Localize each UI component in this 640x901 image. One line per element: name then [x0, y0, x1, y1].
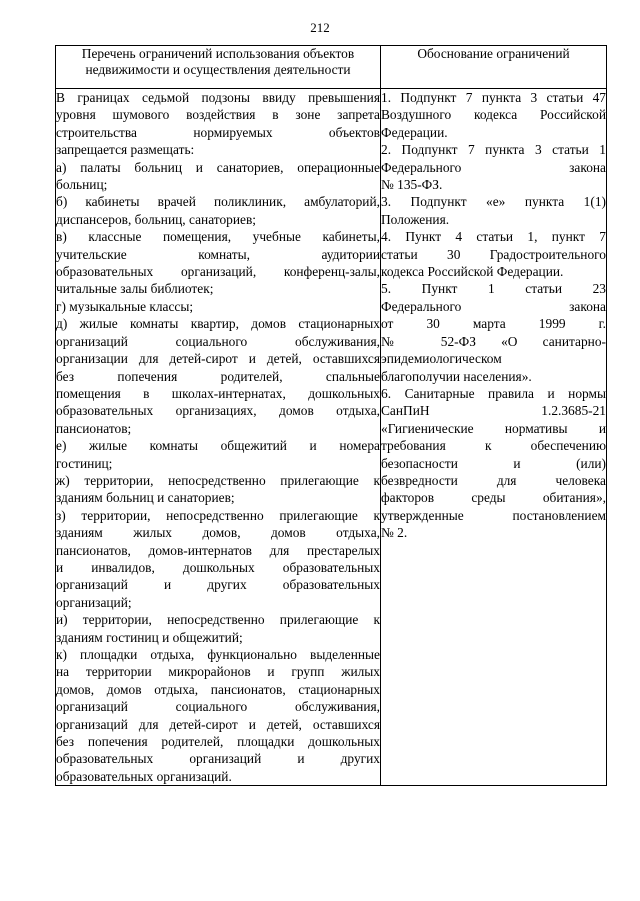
basis-text-line: 3. Подпункт «е» пункта 1(1) — [381, 194, 606, 210]
restriction-text-line: е) жилые комнаты общежитий и номера — [56, 438, 380, 454]
basis-text-line: № 52-ФЗ «О санитарно- — [381, 333, 606, 349]
restriction-text-line: без попечения родителей, спальные — [56, 368, 380, 384]
basis-text-line: безопасности и (или) — [381, 455, 606, 471]
restriction-text-line: организаций социального обслуживания, — [56, 699, 380, 715]
basis-text-line: 4. Пункт 4 статьи 1, пункт 7 — [381, 229, 606, 245]
restriction-text-line: пансионатов, домов-интернатов для престарелых — [56, 542, 380, 558]
basis-text-line: благополучии населения». — [381, 368, 532, 384]
restriction-text-line: организаций; — [56, 594, 132, 610]
basis-text-line: «Гигиенические нормативы и — [381, 420, 606, 436]
restriction-text-line: больниц; — [56, 177, 108, 193]
restriction-text-line: строительства нормируемых объектов — [56, 124, 380, 140]
restrictions-cell — [56, 89, 381, 786]
restriction-text-line: зданиям жилых домов, домов отдыха, — [56, 525, 380, 541]
restriction-text-line: з) территории, непосредственно прилегающие к — [56, 507, 380, 523]
basis-text-line: Положения. — [381, 211, 450, 227]
restriction-text-line: образовательных организаций, конференц-залы, — [56, 264, 380, 280]
restriction-text-line: организаций социального обслуживания, — [56, 333, 380, 349]
basis-text-line: 2. Подпункт 7 пункта 3 статьи 1 — [381, 142, 606, 158]
basis-text-line: Федерального закона — [381, 298, 606, 314]
table-header-row — [56, 46, 607, 89]
restriction-text-line: б) кабинеты врачей поликлиник, амбулаторий, — [56, 194, 380, 210]
table-row — [56, 89, 607, 786]
basis-text-line: безвредности для человека — [381, 472, 606, 488]
basis-text-line: факторов среды обитания», — [381, 490, 606, 506]
header-left-line: Перечень ограничений использования объектов — [81, 46, 355, 61]
restriction-text-line: г) музыкальные классы; — [56, 298, 194, 314]
basis-text-line: статьи 30 Градостроительного — [381, 246, 606, 262]
restriction-text-line: В границах седьмой подзоны ввиду превышения — [56, 90, 380, 105]
restriction-text-line: и инвалидов, дошкольных образовательных — [56, 559, 380, 575]
restriction-text-line: ж) территории, непосредственно прилегающие к — [56, 472, 380, 488]
restriction-text-line: помещения в школах-интернатах, дошкольных — [56, 385, 380, 401]
basis-text-line: № 135-ФЗ. — [381, 177, 443, 193]
restriction-text-line: пансионатов; — [56, 420, 132, 436]
basis-text-line: кодекса Российской Федерации. — [381, 264, 564, 280]
restriction-text-line: организаций и других образовательных — [56, 577, 380, 593]
restriction-text-line: зданиям больниц и санаториев; — [56, 490, 235, 506]
basis-text-line: утвержденные постановлением — [381, 507, 606, 523]
basis-text-line: 1. Подпункт 7 пункта 3 статьи 47 — [381, 90, 606, 105]
restriction-text-line: на территории микрорайонов и групп жилых — [56, 664, 380, 680]
basis-text-line: Федерального закона — [381, 159, 606, 175]
basis-text-line: от 30 марта 1999 г. — [381, 316, 606, 332]
basis-text-line: 6. Санитарные правила и нормы — [381, 385, 606, 401]
restriction-text-line: к) площадки отдыха, функционально выделенные — [56, 647, 380, 662]
basis-text-line: требования к обеспечению — [381, 438, 606, 454]
restriction-text-line: читальные залы библиотек; — [56, 281, 214, 297]
restriction-text-line: диспансеров, больниц, санаториев; — [56, 211, 257, 227]
restriction-text-line: уровня шумового воздействия в зоне запрета — [56, 107, 380, 123]
basis-text-line: № 2. — [381, 525, 408, 541]
restriction-text-line: образовательных организаций и других — [56, 751, 380, 767]
basis-text-line: эпидемиологическом — [381, 351, 502, 367]
restriction-text-line: зданиям гостиниц и общежитий; — [56, 629, 243, 645]
restriction-text-line: образовательных организаций. — [56, 768, 232, 784]
basis-text-line: СанПиН 1.2.3685-21 — [381, 403, 606, 419]
basis-cell — [381, 89, 607, 786]
restriction-text-line: домов, домов отдыха, пансионатов, стационарных — [56, 681, 380, 697]
restriction-text-line: образовательных организациях, домов отдыха, — [56, 403, 380, 419]
basis-text-line: Федерации. — [381, 124, 448, 140]
page-number: 212 — [310, 20, 330, 35]
header-restrictions-basis: Обоснование ограничений — [381, 46, 607, 89]
restrictions-table — [55, 45, 607, 786]
restriction-text-line: организации для детей-сирот и детей, оставшихся — [56, 351, 380, 367]
restriction-text-line: учительские комнаты, аудитории — [56, 246, 380, 262]
header-left-line: недвижимости и осуществления деятельности — [85, 62, 351, 77]
restriction-text-line: в) классные помещения, учебные кабинеты, — [56, 229, 380, 245]
restriction-text-line: без попечения родителей, площадки дошкольных — [56, 734, 380, 750]
header-restrictions-list — [56, 46, 381, 89]
restriction-text-line: организаций для детей-сирот и детей, оставшихся — [56, 716, 380, 732]
restriction-text-line: а) палаты больниц и санаториев, операционные — [56, 159, 380, 175]
basis-text-line: Воздушного кодекса Российской — [381, 107, 606, 123]
basis-text-line: 5. Пункт 1 статьи 23 — [381, 281, 606, 297]
restriction-text-line: д) жилые комнаты квартир, домов стационарных — [56, 316, 380, 332]
restriction-text-line: запрещается размещать: — [56, 142, 195, 158]
restriction-text-line: и) территории, непосредственно прилегающие к — [56, 612, 380, 628]
restriction-text-line: гостиниц; — [56, 455, 113, 471]
